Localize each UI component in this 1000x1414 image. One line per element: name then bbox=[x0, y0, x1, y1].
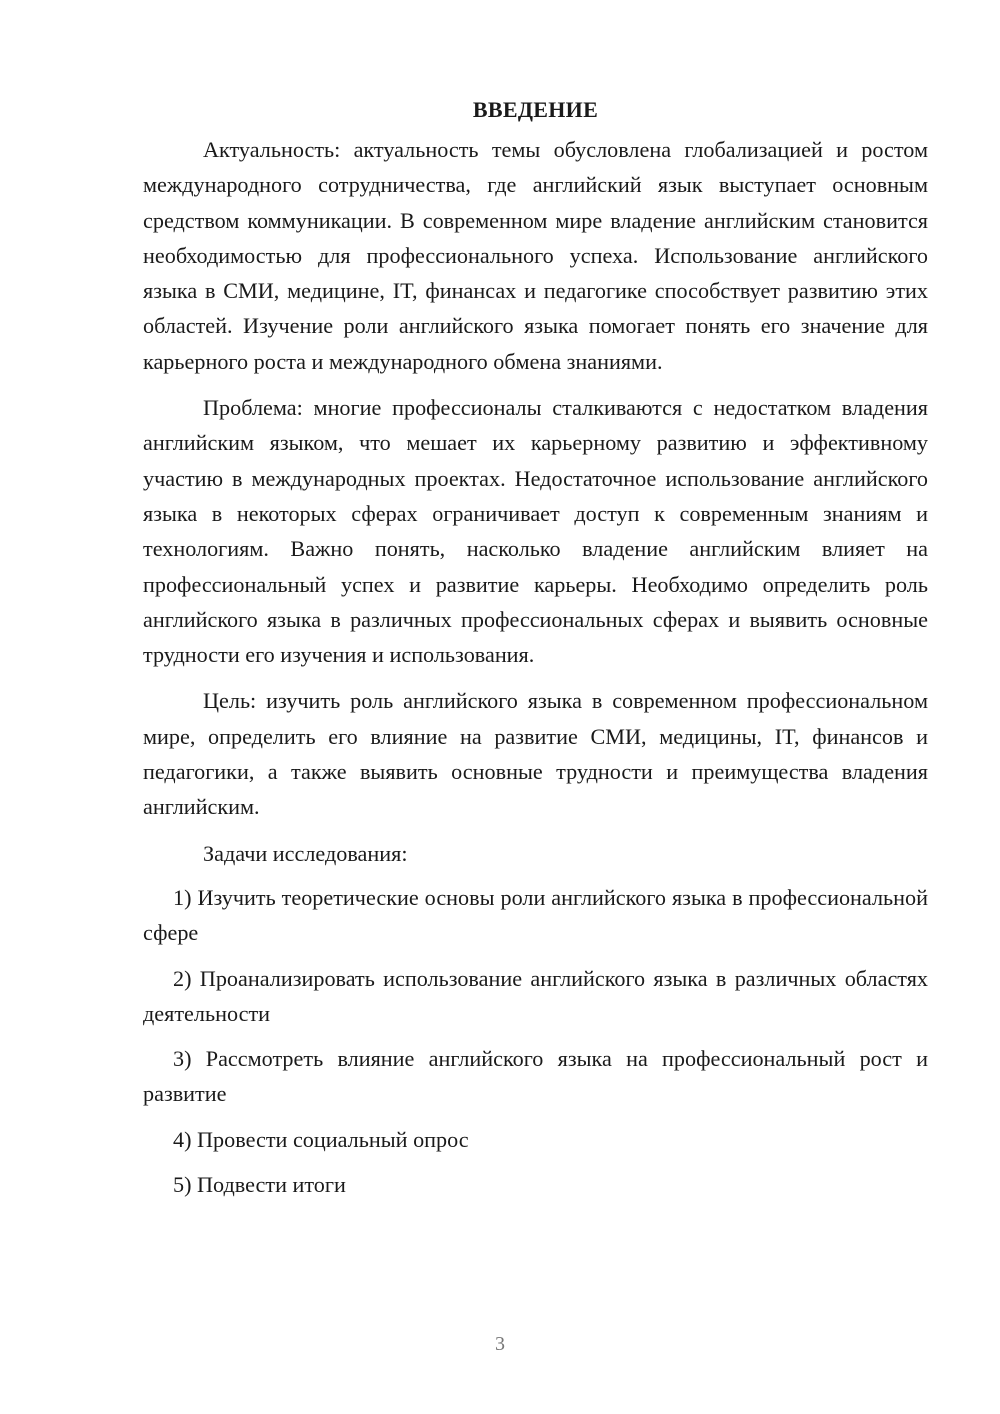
document-page bbox=[143, 94, 928, 1212]
task-item-2: 2) Проанализировать использование английского языка в различных областях деятельности bbox=[143, 965, 928, 1026]
paragraph-relevance: Актуальность: актуальность темы обусловлена глобализацией и ростом международного сотрудничества, где английский язык выступает основным средством коммуникации. В современном мире владение английским становится необходимостью для профессионального успеха. Использование английского языка в СМИ, медицине, IT, финансах и педагогике способствует развитию этих областей. Изучение роли английского языка помогает понять его значение для карьерного роста и международного обмена знаниями. bbox=[143, 137, 928, 374]
section-heading: ВВЕДЕНИЕ bbox=[472, 97, 599, 122]
task-item-5: 5) Подвести итоги bbox=[173, 1172, 346, 1198]
task-item-1: 1) Изучить теоретические основы роли английского языка в профессиональной сфере bbox=[143, 884, 928, 946]
tasks-label: Задачи исследования: bbox=[203, 840, 408, 866]
paragraph-problem: Проблема: многие профессионалы сталкиваются с недостатком владения английским языком, что мешает их карьерному развитию и эффективному участию в международных проектах. Недостаточное использование английского языка в некоторых сферах ограничивает доступ к современным знаниям и технологиям. Важно понять, насколько владение английским влияет на профессиональный успех и развитие карьеры. Необходимо определить роль английского языка в различных профессиональных сферах и выявить основные трудности его изучения и использования. bbox=[143, 395, 928, 668]
paragraph-goal: Цель: изучить роль английского языка в современном профессиональном мире, определить его влияние на развитие СМИ, медицины, IT, финансов и педагогики, а также выявить основные трудности и преимущества владения английским. bbox=[143, 688, 928, 820]
task-item-3: 3) Рассмотреть влияние английского языка на профессиональный рост и развитие bbox=[143, 1046, 928, 1107]
page-number: 3 bbox=[495, 1333, 505, 1355]
task-item-4: 4) Провести социальный опрос bbox=[173, 1126, 469, 1152]
